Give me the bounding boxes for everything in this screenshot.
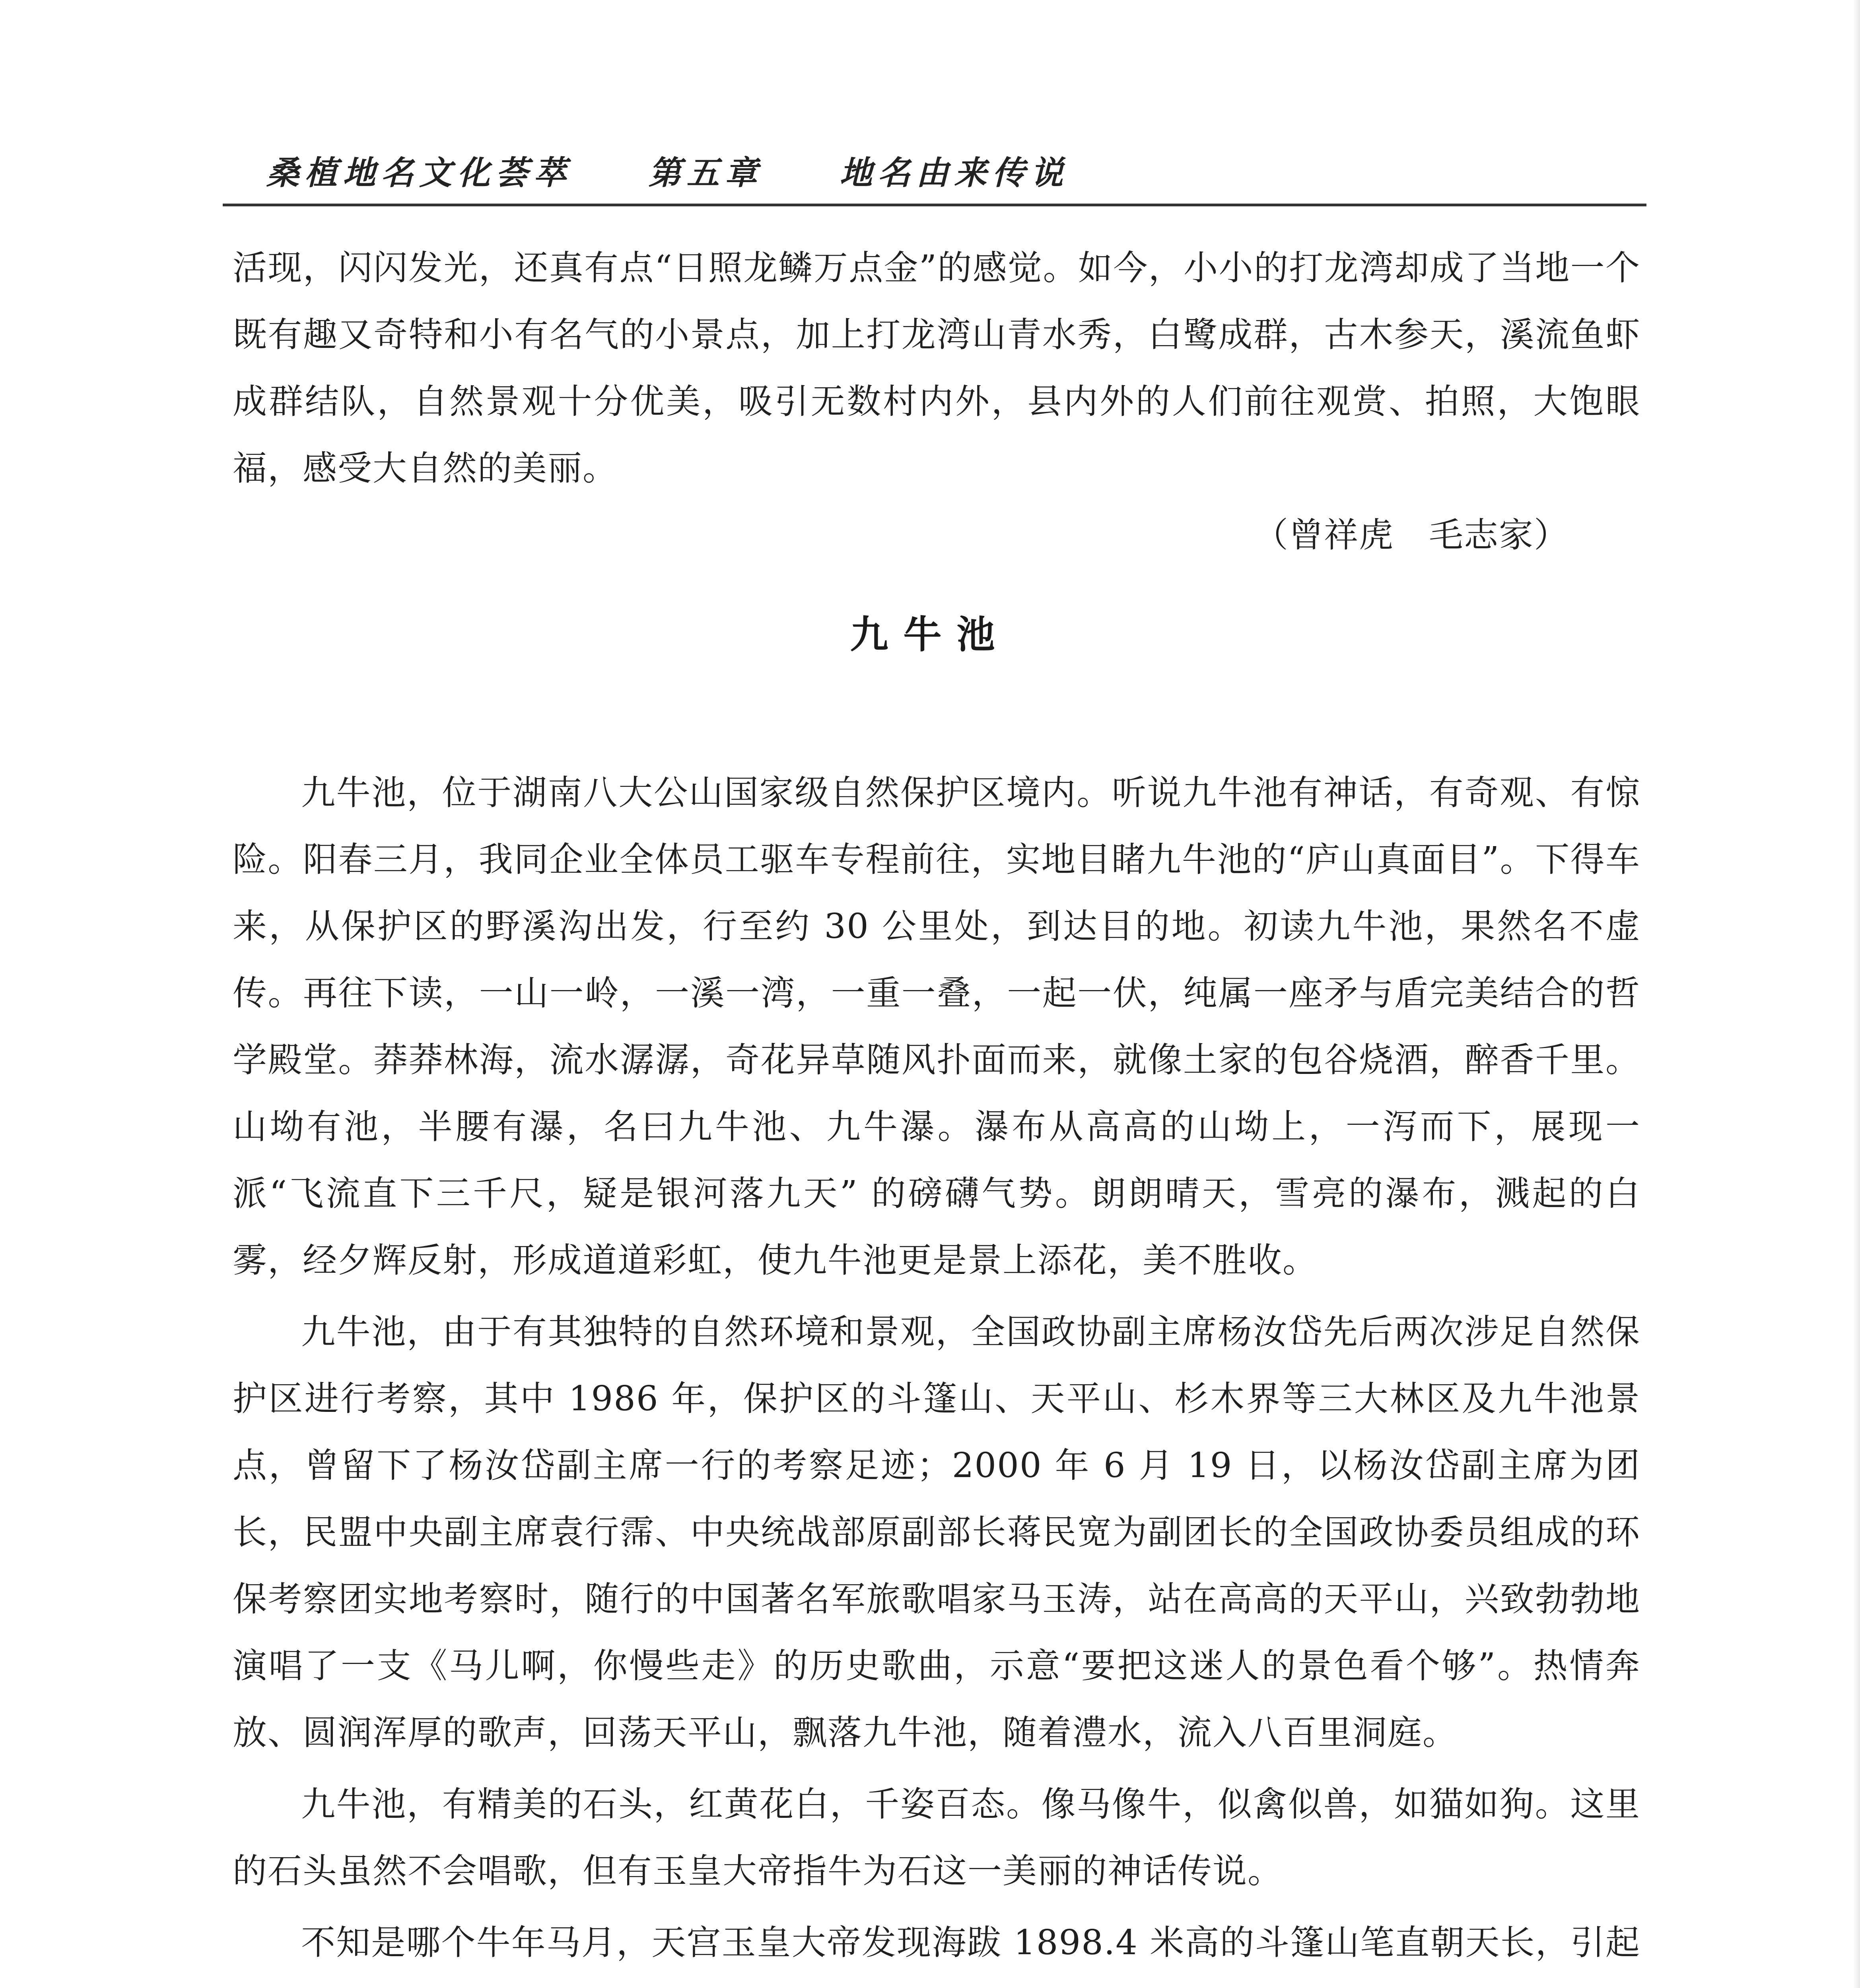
header-book-title: 桑植地名文化荟萃 bbox=[266, 154, 572, 192]
header-rule bbox=[223, 204, 1646, 206]
signature-line bbox=[233, 502, 1640, 569]
body-paragraph-1: 九牛池，位于湖南八大公山国家级自然保护区境内。听说九牛池有神话，有奇观、有惊险。阳春三月，我同企业全体员工驱车专程前往，实地目睹九牛池的“庐山真面目”。下得车来，从保护区的野溪沟出发，行至约 30 公里处，到达目的地。初读九牛池，果然名不虚传。再往下读，一山一岭，一溪一湾，一重一叠，一起一伏，纯属一座矛与盾完美结合的哲学殿堂。莽莽林海，流水潺潺，奇花异草随风扑面而来，就像土家的包谷烧酒，醉香千里。山坳有池，半腰有瀑，名曰九牛池、九牛瀑。瀑布从高高的山坳上，一泻而下，展现一派“飞流直下三千尺，疑是银河落九天” 的磅礴气势。朗朗晴天，雪亮的瀑布，溅起的白雾，经夕辉反射，形成道道彩虹，使九牛池更是景上添花，美不胜收。 bbox=[233, 773, 1640, 1280]
page-edge-shadow bbox=[1853, 0, 1860, 1988]
intro-paragraph bbox=[233, 235, 1640, 502]
intro-paragraph-text: 活现，闪闪发光，还真有点“日照龙鳞万点金”的感觉。如今，小小的打龙湾却成了当地一个既有趣又奇特和小有名气的小景点，加上打龙湾山青水秀，白鹭成群，古木参天，溪流鱼虾成群结队，自然景观十分优美，吸引无数村内外，县内外的人们前往观赏、拍照，大饱眼福，感受大自然的美丽。 bbox=[233, 248, 1640, 488]
author-signature: （曾祥虎 毛志家） bbox=[1254, 515, 1569, 555]
main-text-block bbox=[233, 759, 1640, 1988]
body-paragraph-4: 不知是哪个牛年马月，天宫玉皇大帝发现海跋 1898.4 米高的斗篷山笔直朝天长，引起 bbox=[301, 1923, 1640, 1963]
header-chapter: 第五章 bbox=[648, 154, 763, 192]
section-title: 九牛池 bbox=[850, 612, 1010, 657]
running-header bbox=[266, 147, 1619, 191]
body-paragraph-2: 九牛池，由于有其独特的自然环境和景观，全国政协副主席杨汝岱先后两次涉足自然保护区进行考察，其中 1986 年，保护区的斗篷山、天平山、杉木界等三大林区及九牛池景点，曾留下了杨汝岱副主席一行的考察足迹；2000 年 6 月 19 日，以杨汝岱副主席为团长，民盟中央副主席袁行霈、中央统战部原副部长蒋民宽为副团长的全国政协委员组成的环保考察团实地考察时，随行的中国著名军旅歌唱家马玉涛，站在高高的天平山，兴致勃勃地演唱了一支《马儿啊，你慢些走》的历史歌曲，示意“要把这迷人的景色看个够”。热情奔放、圆润浑厚的歌声，回荡天平山，飘落九牛池，随着澧水，流入八百里洞庭。 bbox=[233, 1312, 1640, 1753]
header-chapter-title: 地名由来传说 bbox=[840, 154, 1069, 192]
intro-text-block bbox=[233, 235, 1640, 569]
body-paragraph-3: 九牛池，有精美的石头，红黄花白，千姿百态。像马像牛，似禽似兽，如猫如狗。这里的石头虽然不会唱歌，但有玉皇大帝指牛为石这一美丽的神话传说。 bbox=[233, 1784, 1640, 1891]
